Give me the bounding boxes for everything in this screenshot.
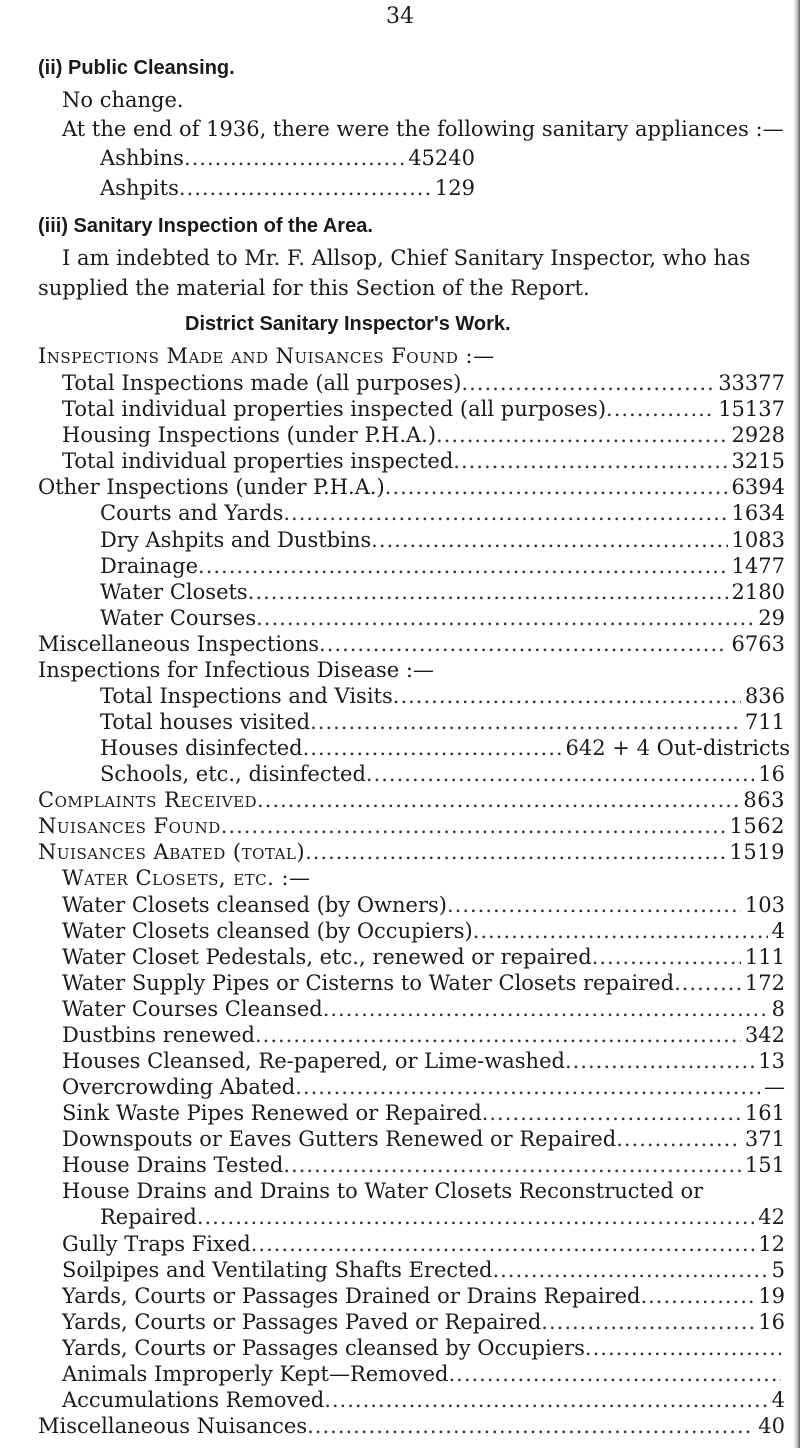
ashbins-row: [100, 146, 475, 176]
leader-dots: [371, 528, 727, 552]
leader-dots: [307, 1414, 754, 1438]
leader-dots: [366, 762, 754, 786]
row-label: Yards, Courts or Passages Paved or Repaired: [62, 1309, 542, 1334]
row-value: 1083: [731, 527, 785, 552]
scan-edge-shadow: [793, 0, 800, 1448]
leader-dots: [179, 176, 431, 200]
row-value: 2180: [731, 579, 785, 604]
row-label: Animals Improperly Kept—Removed: [62, 1361, 449, 1386]
leader-dots: [616, 1127, 741, 1151]
leader-dots: [436, 423, 728, 447]
row-label: Water Courses Cleansed: [62, 996, 323, 1021]
row-value: 19: [758, 1283, 785, 1308]
row-value: 8: [771, 996, 785, 1021]
row-value: 15137: [718, 397, 785, 422]
public-cleansing-heading: (ii) Public Cleansing.: [38, 57, 235, 79]
row-label: Courts and Yards: [100, 501, 284, 526]
row-label: House Drains Tested: [62, 1153, 284, 1178]
row-label: Water Closets cleansed (by Occupiers): [62, 918, 473, 943]
row-value: 863: [743, 788, 785, 813]
leader-dots: [256, 606, 754, 630]
row-label: Total Inspections made (all purposes): [62, 371, 462, 395]
row-label: Total houses visited: [100, 710, 311, 734]
ashbins-value: 45240: [408, 146, 475, 170]
row-label: Repaired: [100, 1205, 197, 1230]
row-value: 29: [758, 605, 785, 630]
leader-dots: [393, 684, 741, 708]
row-label: Nuisances Found: [38, 814, 221, 839]
leader-dots: [248, 580, 728, 604]
leader-dots: [640, 1284, 754, 1308]
row-label: Total Inspections and Visits: [100, 683, 393, 708]
row-value: 16: [758, 1309, 785, 1334]
row-label: Water Supply Pipes or Cisterns to Water Closets repaired: [62, 970, 675, 995]
row-label: Other Inspections (under P.H.A.): [38, 475, 385, 500]
row-label: Total individual properties inspected: [62, 449, 454, 474]
leader-dots: [492, 1258, 767, 1282]
leader-dots: [319, 632, 728, 656]
leader-dots: [448, 1362, 781, 1386]
leader-dots: [303, 736, 562, 760]
leader-dots: [323, 997, 768, 1021]
sanitary-inspection-para-line-1: I am indebted to Mr. F. Allsop, Chief Sanitary Inspector, who has: [62, 246, 751, 270]
row-value: 111: [744, 944, 785, 969]
leader-dots: [585, 1336, 781, 1360]
leader-dots: [197, 1205, 754, 1229]
row-value: 4: [771, 1387, 785, 1412]
row-label: Gully Traps Fixed: [62, 1231, 251, 1256]
row-value: 13: [758, 1049, 785, 1073]
row-label: Miscellaneous Nuisances: [38, 1414, 308, 1438]
row-value: 371: [744, 1127, 785, 1152]
row-label: Water Closets: [100, 579, 248, 604]
row-value: 2928: [731, 423, 785, 448]
row-label: Housing Inspections (under P.H.A.): [62, 423, 437, 448]
row-label: Schools, etc., disinfected: [100, 762, 366, 787]
row-label: Yards, Courts or Passages Drained or Drains Repaired: [62, 1283, 641, 1308]
sanitary-inspection-para-line-2: supplied the material for this Section of the Report.: [38, 276, 590, 300]
ashbins-label: Ashbins: [100, 146, 184, 170]
leader-dots: [251, 1232, 755, 1256]
leader-dots: [592, 945, 741, 969]
row-value: 1562: [729, 814, 785, 839]
public-cleansing-line-2: At the end of 1936, there were the following sanitary appliances :—: [62, 117, 784, 141]
row-label: Dustbins renewed: [62, 1022, 255, 1047]
drains-line-1: House Drains and Drains to Water Closets Reconstructed or: [62, 1179, 704, 1204]
leader-dots: [283, 1153, 741, 1177]
row-label: Houses Cleansed, Re-papered, or Lime-washed: [62, 1049, 565, 1073]
row-value: 16: [758, 762, 785, 787]
row-value: 5: [771, 1257, 785, 1282]
leader-dots: [295, 1075, 760, 1099]
row-value: 3215: [731, 449, 785, 474]
row-label: Soilpipes and Ventilating Shafts Erected: [62, 1257, 493, 1282]
row-value: 103: [744, 892, 785, 917]
row-value: 40: [758, 1414, 785, 1438]
ashpits-label: Ashpits: [100, 176, 179, 200]
leader-dots: [255, 1023, 741, 1047]
row-label: Miscellaneous Inspections: [38, 631, 320, 656]
leader-dots: [257, 788, 739, 812]
row-value: 4: [771, 918, 785, 943]
row-value: —: [764, 1075, 785, 1099]
row-label: Downspouts or Eaves Gutters Renewed or Repaired: [62, 1127, 617, 1152]
leader-dots: [447, 893, 741, 917]
infectious-heading: Inspections for Infectious Disease :—: [38, 657, 434, 682]
leader-dots: [565, 1049, 754, 1073]
public-cleansing-line-1: No change.: [62, 88, 184, 112]
row-label: Drainage: [100, 553, 199, 578]
row-value: 151: [744, 1153, 785, 1178]
leader-dots: [385, 475, 728, 499]
row-value: 6763: [731, 631, 785, 656]
row-value: 836: [744, 683, 785, 708]
row-value: 1519: [729, 840, 785, 865]
row-label: Total individual properties inspected (all purposes): [62, 397, 607, 422]
row-label: Complaints Received: [38, 788, 258, 813]
row-value: 12: [758, 1231, 785, 1256]
row-value: 1477: [731, 553, 785, 578]
row-value: 711: [744, 710, 785, 734]
leader-dots: [283, 501, 727, 525]
leader-dots: [184, 146, 404, 170]
row-label: Accumulations Removed: [62, 1387, 325, 1412]
sanitary-inspection-heading: (iii) Sanitary Inspection of the Area.: [38, 215, 373, 237]
district-work-heading: District Sanitary Inspector's Work.: [185, 313, 511, 335]
page-number: 34: [386, 4, 414, 29]
row-value: 172: [744, 970, 785, 995]
row-value: 1634: [731, 501, 785, 526]
leader-dots: [461, 371, 714, 395]
row-label: Houses disinfected: [100, 736, 303, 761]
row-label: Overcrowding Abated: [62, 1075, 296, 1099]
inspections-heading: Inspections Made and Nuisances Found :—: [38, 344, 495, 368]
row-label: Nuisances Abated (total): [38, 840, 306, 865]
row-value: 342: [744, 1022, 785, 1047]
row-value: 33377: [718, 371, 785, 395]
row-value: 642 + 4 Out-districts: [565, 736, 790, 761]
leader-dots: [473, 919, 768, 943]
leader-dots: [453, 449, 727, 473]
leader-dots: [324, 1388, 767, 1412]
row-label: Yards, Courts or Passages cleansed by Occupiers: [62, 1335, 585, 1360]
leader-dots: [482, 1101, 741, 1125]
leader-dots: [541, 1310, 754, 1334]
leader-dots: [305, 840, 725, 864]
leader-dots: [198, 554, 728, 578]
row-value: 42: [758, 1205, 785, 1230]
table-row: [38, 1414, 785, 1444]
leader-dots: [674, 971, 741, 995]
row-label: Water Closet Pedestals, etc., renewed or repaired: [62, 944, 592, 969]
row-label: Dry Ashpits and Dustbins: [100, 527, 372, 552]
ashpits-row: [100, 176, 475, 206]
leader-dots: [310, 710, 741, 734]
row-label: Water Closets cleansed (by Owners): [62, 892, 447, 917]
row-value: 161: [744, 1101, 785, 1126]
leader-dots: [221, 814, 726, 838]
leader-dots: [606, 397, 714, 421]
wc-heading: Water Closets, etc. :—: [62, 866, 311, 891]
ashpits-value: 129: [434, 176, 475, 200]
row-value: 6394: [731, 475, 785, 500]
row-label: Sink Waste Pipes Renewed or Repaired: [62, 1101, 482, 1126]
row-label: Water Courses: [100, 605, 257, 630]
